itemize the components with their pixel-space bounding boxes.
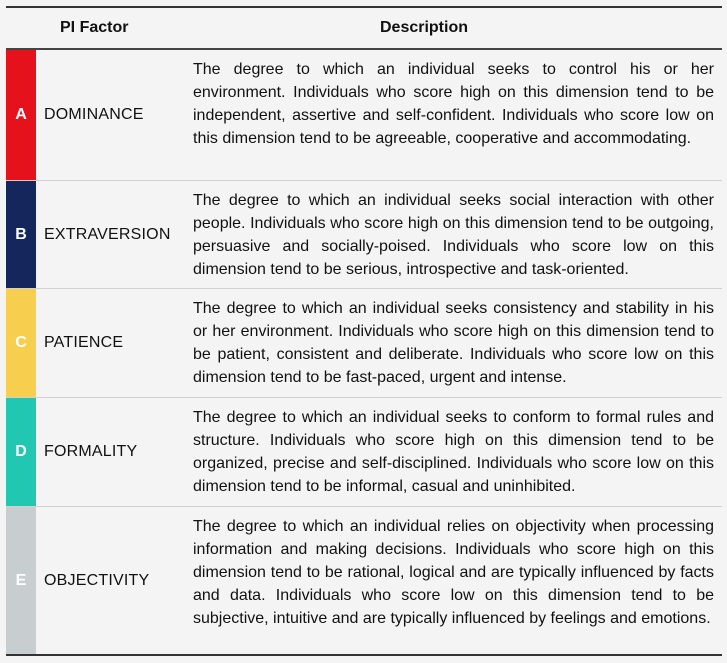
- factor-name: FORMALITY: [44, 443, 138, 460]
- factor-description: The degree to which an individual seeks to conform to formal rules and structure. Individuals who score high on this dimension tend to be organized, precise and self-disciplined. Individuals who score low on this dimension tend to be informal, casual and uninhibited.: [193, 409, 714, 495]
- factor-name: EXTRAVERSION: [44, 225, 171, 243]
- table-row-patience: [6, 288, 722, 397]
- factor-letter-badge: B: [6, 181, 36, 288]
- table-row-extraversion: [6, 180, 722, 288]
- factor-description: The degree to which an individual seeks social interaction with other people. Individuals who score high on this dimension tend to be outgoing, persuasive and socially-poised. Individuals who score low on this dimension tend to be serious, introspective and task-oriented.: [193, 192, 714, 278]
- table-header: [6, 8, 722, 50]
- factor-description: The degree to which an individual seeks to control his or her environment. Individuals who score high on this dimension tend to be independent, assertive and self-confident. Individuals who score low on this dimension tend to be agreeable, cooperative and accommodating.: [193, 61, 714, 147]
- table-row-formality: [6, 397, 722, 506]
- factor-description: The degree to which an individual relies on objectivity when processing information and making decisions. Individuals who score high on this dimension tend to be rational, logical and are typically influenced by facts and data. Individuals who score low on this dimension tend to be subjective, intuitive and are typically influenced by feelings and emotions.: [193, 518, 714, 627]
- factor-name: OBJECTIVITY: [44, 571, 150, 589]
- table-row-dominance: [6, 50, 722, 180]
- table-row-objectivity: [6, 506, 722, 654]
- factor-letter-badge: C: [6, 289, 36, 397]
- factor-name: DOMINANCE: [44, 106, 144, 123]
- factor-letter-badge: A: [6, 50, 36, 180]
- column-header-description: Description: [379, 19, 468, 36]
- factor-name: PATIENCE: [44, 334, 124, 351]
- factor-letter-badge: D: [6, 398, 36, 506]
- factor-description: The degree to which an individual seeks consistency and stability in his or her environment. Individuals who score high on this dimension tend to be patient, consistent and deliberate. Individuals who score low on this dimension tend to be fast-paced, urgent and intense.: [193, 300, 714, 386]
- pi-factor-table: [6, 6, 722, 656]
- column-header-pi-factor: PI Factor: [60, 19, 129, 36]
- factor-letter-badge: E: [6, 507, 36, 654]
